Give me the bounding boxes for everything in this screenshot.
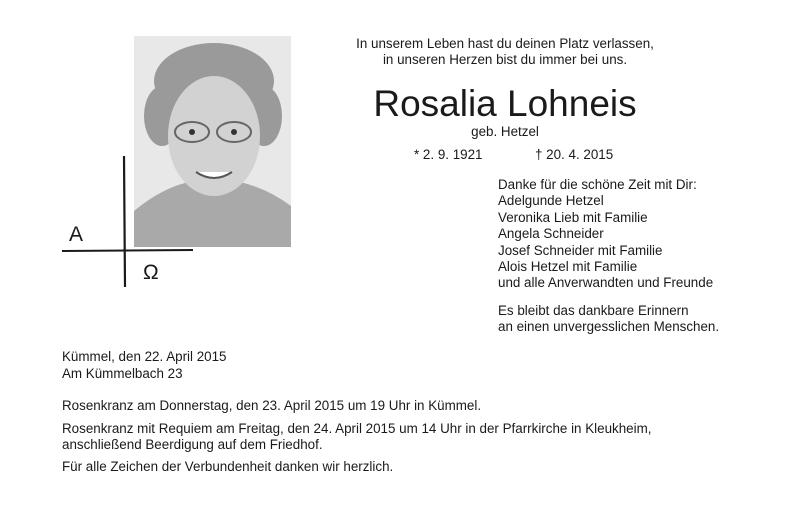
birth-date: * 2. 9. 1921 bbox=[414, 147, 483, 162]
place-date: Kümmel, den 22. April 2015 bbox=[62, 349, 227, 364]
omega-letter: Ω bbox=[143, 261, 159, 284]
mourner: Angela Schneider bbox=[498, 226, 604, 242]
mourner: Adelgunde Hetzel bbox=[498, 193, 604, 209]
rosary-info: Rosenkranz am Donnerstag, den 23. April 2015 um 19 Uhr in Kümmel. bbox=[62, 398, 482, 413]
thanks-note: Für alle Zeichen der Verbundenheit danken wir herzlich. bbox=[62, 459, 394, 474]
alpha-letter: A bbox=[69, 223, 84, 246]
mourners-intro: Danke für die schöne Zeit mit Dir: bbox=[498, 177, 697, 192]
remembrance-line-2: an einen unvergesslichen Menschen. bbox=[498, 319, 720, 335]
address: Am Kümmelbach 23 bbox=[62, 366, 183, 381]
remembrance-line-1: Es bleibt das dankbare Erinnern bbox=[498, 303, 689, 318]
remembrance bbox=[498, 303, 719, 336]
mourner: Josef Schneider mit Familie bbox=[498, 242, 663, 258]
mourner: Veronika Lieb mit Familie bbox=[498, 209, 648, 225]
requiem-info-line-2: anschließend Beerdigung auf dem Friedhof. bbox=[62, 437, 323, 452]
mourners-list bbox=[498, 177, 713, 292]
mourner: und alle Anverwandten und Freunde bbox=[498, 275, 714, 291]
deceased-name: Rosalia Lohneis bbox=[373, 83, 637, 124]
maiden-name: geb. Hetzel bbox=[471, 124, 539, 139]
mourner: Alois Hetzel mit Familie bbox=[498, 259, 638, 275]
motto-line-2: in unseren Herzen bist du immer bei uns. bbox=[382, 52, 628, 67]
motto-line-1: In unserem Leben hast du deinen Platz verlassen, bbox=[356, 36, 654, 51]
death-date: † 20. 4. 2015 bbox=[535, 147, 614, 162]
requiem-info-line-1: Rosenkranz mit Requiem am Freitag, den 24. April 2015 um 14 Uhr in der Pfarrkirche in Kleukheim, bbox=[62, 421, 652, 436]
alpha-omega-cross bbox=[55, 150, 200, 295]
